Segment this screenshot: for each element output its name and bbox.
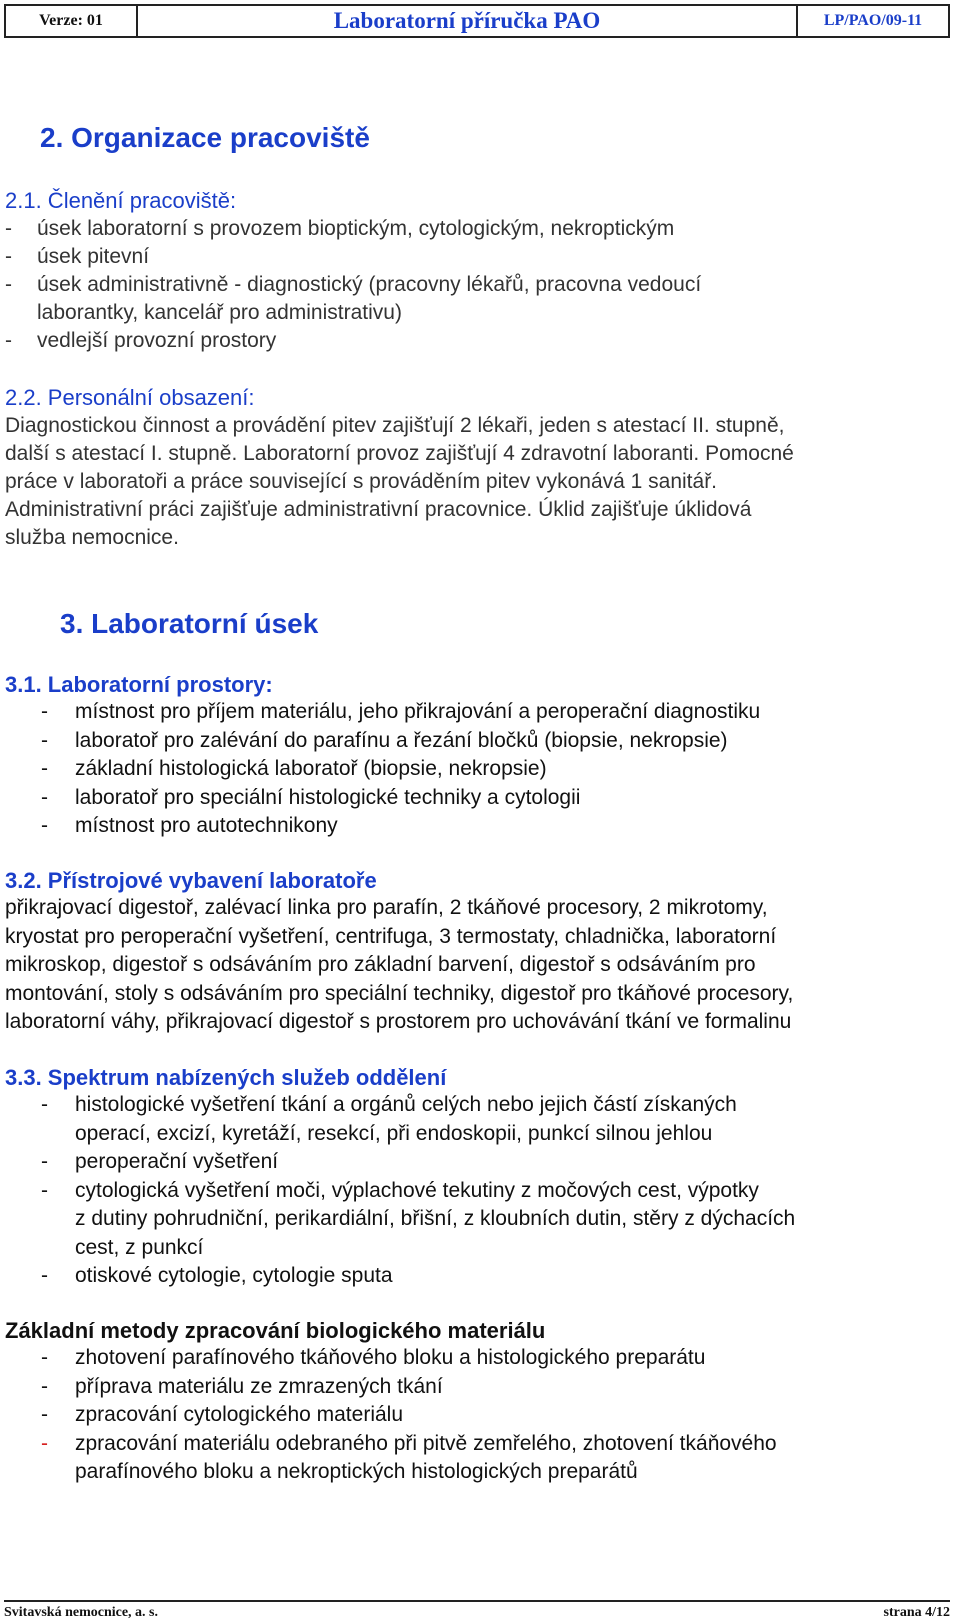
- list-item: - úsek administrativně - diagnostický (pracovny lékařů, pracovna vedoucí: [5, 271, 925, 299]
- section-3-heading: 3. Laboratorní úsek: [60, 608, 319, 639]
- list-dash: -: [41, 785, 48, 809]
- section-3-3-heading: 3.3. Spektrum nabízených služeb oddělení: [5, 1065, 447, 1090]
- list-dash: -: [5, 217, 12, 240]
- list-item: - zpracování cytologického materiálu: [5, 1401, 940, 1430]
- methods-list: [5, 1344, 940, 1487]
- list-dash: -: [41, 1431, 48, 1455]
- list-dash: -: [41, 728, 48, 752]
- version-label: Verze: 01: [6, 6, 138, 36]
- section-3-3-list: [5, 1091, 940, 1291]
- list-dash: -: [41, 1264, 48, 1287]
- list-dash: -: [41, 1403, 48, 1426]
- methods-heading: Základní metody zpracování biologického materiálu: [5, 1318, 546, 1343]
- section-3-2-text: přikrajovací digestoř, zalévací linka pro parafín, 2 tkáňové procesory, 2 mikrotomy, kryostat pro peroperační vyšetření, centrifuga, 3 termostaty, chladnička, laboratorní mikroskop, digestoř s odsáváním pro základní barvení, digestoř s odsáváním pro montování, stoly s odsáváním pro speciální techniky, digestoř pro tkáňové procesory, laboratorní váhy, přikrajovací digestoř s prostorem pro uchovávání tkání ve formalinu: [5, 896, 794, 1033]
- list-dash: -: [5, 329, 12, 352]
- list-item: - laboratoř pro speciální histologické techniky a cytologii: [5, 784, 925, 813]
- list-dash: -: [41, 1374, 48, 1398]
- list-dash: -: [41, 814, 48, 837]
- section-2-1-heading: 2.1. Členění pracoviště:: [5, 188, 237, 213]
- list-item: - histologické vyšetření tkání a orgánů celých nebo jejich částí získaných operací, excizí, kyretáží, resekcí, při endoskopii, punkcí silnou jehlou: [5, 1091, 940, 1148]
- list-item: - příprava materiálu ze zmrazených tkání: [5, 1373, 940, 1402]
- list-item: - místnost pro autotechnikony: [5, 812, 925, 841]
- section-3-2: [5, 868, 940, 1037]
- list-item-continuation: laborantky, kancelář pro administrativu): [37, 301, 402, 324]
- list-item: - místnost pro příjem materiálu, jeho přikrajování a peroperační diagnostiku: [5, 698, 925, 727]
- page-header: [4, 4, 950, 38]
- list-dash: -: [41, 700, 48, 723]
- list-item: - otiskové cytologie, cytologie sputa: [5, 1262, 940, 1291]
- page-footer: [4, 1600, 950, 1621]
- section-3-1: [5, 672, 925, 841]
- list-item: - peroperační vyšetření: [5, 1148, 940, 1177]
- section-3-1-heading: 3.1. Laboratorní prostory:: [5, 672, 273, 697]
- list-dash: -: [5, 273, 12, 296]
- methods-section: [5, 1318, 940, 1487]
- list-dash: -: [41, 1346, 48, 1369]
- section-2-2: [5, 385, 940, 552]
- list-dash: -: [41, 1178, 48, 1202]
- footer-page-number: strana 4/12: [883, 1605, 950, 1620]
- section-2-heading: 2. Organizace pracoviště: [40, 122, 370, 153]
- section-3-1-list: [5, 698, 925, 841]
- footer-organization: Svitavská nemocnice, a. s.: [4, 1605, 158, 1620]
- section-3-2-heading: 3.2. Přístrojové vybavení laboratoře: [5, 868, 377, 893]
- list-item: - úsek laboratorní s provozem bioptickým, cytologickým, nekroptickým: [5, 215, 925, 243]
- list-item: - vedlejší provozní prostory: [5, 327, 925, 355]
- list-dash: -: [41, 1150, 48, 1173]
- list-item: - úsek pitevní: [5, 243, 925, 271]
- list-dash: -: [41, 1093, 48, 1116]
- list-item: - zpracování materiálu odebraného při pitvě zemřelého, zhotovení tkáňového parafínového bloku a nekroptických histologických preparátů: [5, 1430, 940, 1487]
- section-2-2-heading: 2.2. Personální obsazení:: [5, 385, 255, 410]
- section-3-3: [5, 1065, 940, 1291]
- list-dash: -: [5, 245, 12, 268]
- list-item: - laboratoř pro zalévání do parafínu a řezání bločků (biopsie, nekropsie): [5, 727, 925, 756]
- list-item: - základní histologická laboratoř (biopsie, nekropsie): [5, 755, 925, 784]
- section-2-2-text: Diagnostickou činnost a provádění pitev zajišťují 2 lékaři, jeden s atestací II. stupně, další s atestací I. stupně. Laboratorní provoz zajišťují 4 zdravotní laboranti. Pomocné práce v laboratoři a práce související s prováděním pitev vykonává 1 sanitář. Administrativní práci zajišťuje administrativní pracovnice. Úklid zajišťuje úklidová služba nemocnice.: [5, 414, 794, 549]
- list-dash: -: [41, 757, 48, 780]
- list-item: - cytologická vyšetření moči, výplachové tekutiny z močových cest, výpotky z dutiny pohrudniční, perikardiální, břišní, z kloubních dutin, stěry z dýchacích cest, z punkcí: [5, 1177, 940, 1263]
- document-code: LP/PAO/09-11: [823, 12, 923, 29]
- section-2-1-list: [5, 215, 925, 355]
- document-title: Laboratorní příručka PAO: [138, 6, 798, 36]
- list-item: - zhotovení parafínového tkáňového bloku a histologického preparátu: [5, 1344, 940, 1373]
- section-2-1: [5, 188, 925, 355]
